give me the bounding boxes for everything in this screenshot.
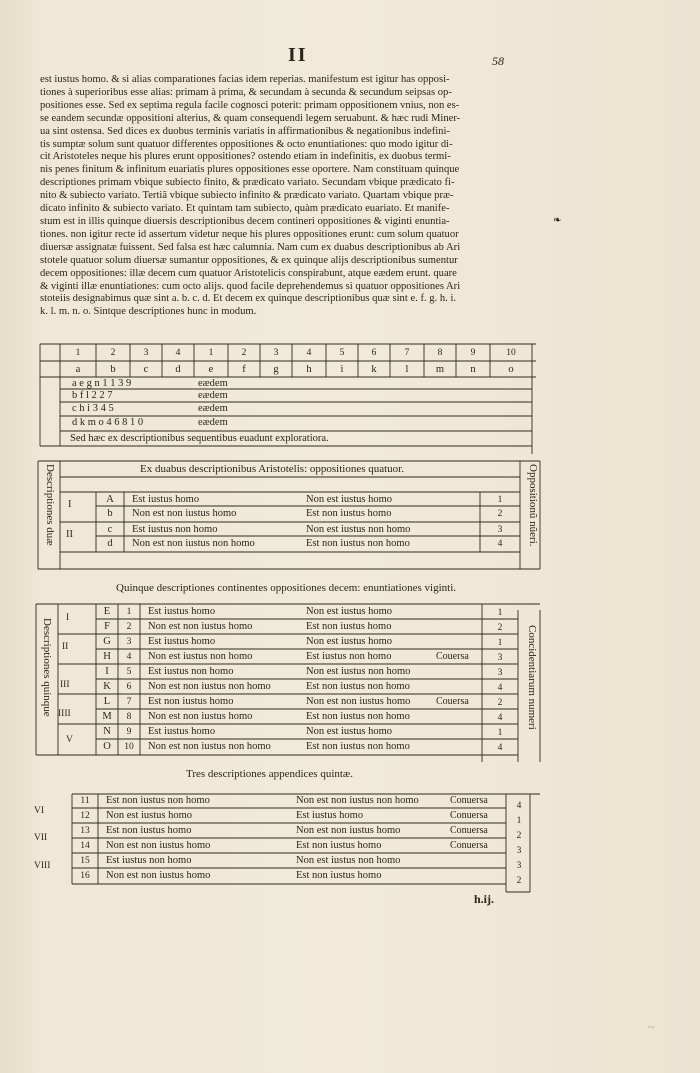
affirmation: Est non iustus non homo [106, 795, 210, 806]
text-line: tis sumptæ solum sunt quatuor differentes oppositiones & octo enuntiationes: quo modo igitur di- [40, 138, 453, 150]
row-letter: N [103, 726, 111, 737]
negation: Est non iustus homo [306, 508, 392, 519]
row-number: 14 [80, 841, 90, 851]
column-number: 1 [75, 348, 81, 358]
negation: Est non iustus non homo [306, 711, 410, 722]
coincidence-value: eædem [198, 390, 228, 401]
affirmation: Non est non iustus homo [106, 840, 211, 851]
conversion-note: Conuersa [450, 795, 488, 806]
affirmation: Non est non iustus homo [148, 621, 253, 632]
row-letter: F [104, 621, 110, 632]
row-letter: I [105, 666, 109, 677]
row-number: 6 [126, 682, 132, 692]
negation: Est iustus homo [296, 810, 364, 821]
affirmation: Est non iustus homo [148, 696, 234, 707]
column-letter: o [508, 364, 514, 375]
opposition-number: 3 [497, 525, 503, 535]
row-letter: L [103, 696, 111, 707]
table2-title: Ex duabus descriptionibus Aristotelis: oppositiones quatuor. [140, 463, 404, 475]
group-numeral: VIII [34, 861, 51, 871]
text-line: nis penes finitum & infinitum euariatis plures oppositiones esse oportere. Nam constituam quinque [40, 164, 460, 176]
text-line: ua sint ostensa. Sed dices ex duobus terminis variatis in affirmationibus & negationibus indefini- [40, 125, 450, 137]
text-line: decem oppositiones: illæ decem cum quatuor Aristotelicis conspirabunt, atque eædem erunt. quare [40, 267, 457, 279]
column-letter: e [208, 364, 214, 375]
coincidence-number: 3 [497, 668, 503, 678]
column-letter: f [242, 364, 246, 375]
negation: Non est iustus homo [306, 726, 393, 737]
text-line: k. l. m. n. o. Sintque descriptiones hunc in modum. [40, 306, 257, 318]
row-number: 3 [126, 637, 132, 647]
affirmation: Non est non iustus non homo [148, 741, 271, 752]
column-letter: h [306, 364, 312, 375]
table1-footer: Sed hæc ex descriptionibus sequentibus euadunt exploratiora. [70, 433, 329, 444]
affirmation: Est iustus non homo [148, 666, 234, 677]
opposition-number: 2 [497, 509, 503, 519]
table3-right-label: Concidentiarum numeri [526, 625, 538, 730]
column-letter: g [273, 364, 279, 375]
affirmation: Non est non iustus homo [148, 711, 253, 722]
row-number: 11 [80, 796, 90, 806]
table2-right-label: Oppositionũ nũeri. [527, 464, 539, 547]
table2-left-label: Descriptiones duæ [44, 464, 56, 546]
negation: Non est iustus non homo [296, 855, 401, 866]
group-numeral: VII [34, 833, 48, 843]
coincidence-number: 2 [497, 623, 503, 633]
affirmation: Est iustus homo [132, 494, 200, 505]
affirmation: Est iustus homo [148, 606, 216, 617]
row-letter: K [103, 681, 111, 692]
text-line: dicato infinito & subiecto variato. Et quintam tam subiecto, quàm prædicato euariato. Et manife- [40, 203, 450, 215]
column-letter: k [371, 364, 377, 375]
column-number: 6 [371, 348, 377, 358]
affirmation: Non est non iustus homo [132, 508, 237, 519]
row-letter: b [107, 508, 113, 519]
column-number: 9 [470, 348, 476, 358]
row-letter: E [103, 606, 111, 617]
text-line: descriptiones primam vbique subiecto finito, & prædicato variato. Secundam vbique prædicato fi- [40, 177, 455, 189]
group-numeral: I [66, 613, 70, 623]
coincidence-number: 3 [497, 653, 503, 663]
coincidence-number: 1 [516, 816, 522, 826]
table3-title: Quinque descriptiones continentes oppositiones decem: enuntiationes viginti. [116, 582, 457, 594]
opposition-number: 4 [497, 539, 503, 549]
coincidence-number: 2 [516, 876, 522, 886]
column-number: 4 [306, 348, 312, 358]
column-number: 1 [208, 348, 214, 358]
coincidence-code: b f l 2 2 7 [72, 390, 113, 401]
coincidence-number: 4 [516, 801, 522, 811]
group-numeral: V [66, 735, 73, 745]
row-number: 4 [126, 652, 132, 662]
row-letter: A [106, 494, 114, 505]
text-line: cit Aristoteles neque his plures erunt oppositiones? ostendo etiam in indefinitis, ex duobus termi- [40, 151, 451, 163]
affirmation: Non est iustus homo [106, 810, 193, 821]
table3-left-label: Descriptiones quinque [41, 618, 53, 717]
affirmation: Est iustus homo [148, 726, 216, 737]
row-number: 12 [80, 811, 90, 821]
group-numeral: III [60, 680, 70, 690]
coincidence-code: d k m o 4 6 8 1 0 [72, 417, 144, 428]
coincidence-code: c h i 3 4 5 [72, 403, 114, 414]
coincidence-number: 2 [516, 831, 522, 841]
text-line: stum est in illis quinque diuersis descriptionibus decem contineri oppositiones & viginti enuntia- [40, 215, 450, 227]
column-number: 5 [339, 348, 345, 358]
coincidence-number: 2 [497, 698, 503, 708]
affirmation: Est non iustus homo [106, 825, 192, 836]
column-number: 4 [175, 348, 181, 358]
negation: Non est iustus homo [306, 494, 393, 505]
row-number: 7 [126, 697, 132, 707]
text-line: diuersæ assignatæ fuissent. Sed falsa est hæc calumnia. Nam cum ex duabus descriptionibus ab Ari [40, 241, 461, 253]
column-number: 7 [404, 348, 410, 358]
affirmation: Non est non iustus non homo [148, 681, 271, 692]
row-number: 13 [80, 826, 90, 836]
affirmation: Est iustus non homo [106, 855, 192, 866]
column-letter: n [470, 364, 476, 375]
row-number: 8 [126, 712, 132, 722]
conversion-note: Couersa [436, 651, 469, 662]
column-letter: l [405, 364, 409, 375]
group-numeral: VI [34, 806, 45, 816]
row-letter: d [107, 538, 113, 549]
coincidence-value: eædem [198, 378, 228, 389]
folio-number: II [288, 44, 308, 66]
text-line: tiones à superioribus esse alias: primam à prima, & secundam à secunda & secundum seipsas op- [40, 86, 452, 98]
row-letter: G [103, 636, 111, 647]
column-number: 8 [437, 348, 443, 358]
negation: Non est iustus non homo [306, 524, 411, 535]
group-numeral: I [68, 499, 72, 510]
coincidence-number: 4 [497, 683, 503, 693]
negation: Non est non iustus homo [296, 825, 401, 836]
coincidence-number: 3 [516, 846, 522, 856]
negation: Non est non iustus homo [306, 696, 411, 707]
text-line: tiones. non igitur recte id assertum videtur neque his plures oppositiones erunt: cum solum quatuor [40, 228, 459, 240]
row-number: 5 [126, 667, 132, 677]
coincidence-code: a e g n 1 1 3 9 [72, 378, 132, 389]
column-letter: m [435, 364, 445, 375]
negation: Est non iustus non homo [306, 741, 410, 752]
row-number: 2 [126, 622, 132, 632]
text-line: positiones esse. Sed ex septima regula facile cognosci poterit: primam oppositionem vnius, non es- [40, 99, 460, 111]
table4-title: Tres descriptiones appendices quintæ. [186, 768, 354, 780]
conversion-note: Conuersa [450, 840, 488, 851]
column-number: 2 [241, 348, 247, 358]
coincidence-number: 4 [497, 743, 503, 753]
negation: Non est iustus non homo [306, 666, 411, 677]
row-letter: M [102, 711, 112, 722]
affirmation: Non est non iustus non homo [132, 538, 255, 549]
row-number: 9 [126, 727, 132, 737]
text-line: & viginti illæ enuntiationes: cum octo alijs. quod facile deprehendemus si quatuor oppositiones Ari [40, 280, 461, 292]
row-letter: H [103, 651, 111, 662]
affirmation: Est iustus non homo [132, 524, 218, 535]
column-letter: d [175, 364, 181, 375]
coincidence-number: 3 [516, 861, 522, 871]
leaf-number: 58 [492, 54, 504, 68]
conversion-note: Conuersa [450, 810, 488, 821]
row-number: 16 [80, 871, 90, 881]
text-line: se eandem secundæ oppositioni alterius, & quam consequendi legem seruabunt. & hæc rudi Miner- [40, 112, 461, 124]
group-numeral: II [66, 529, 73, 540]
column-number: 2 [110, 348, 116, 358]
negation: Est iustus non homo [306, 651, 392, 662]
column-number: 3 [273, 348, 279, 358]
page-smudge: ~ [648, 1020, 655, 1034]
coincidence-value: eædem [198, 403, 228, 414]
row-number: 15 [80, 856, 90, 866]
text-line: nito & subiecto variato. Tertiã vbique subiecto infinito & prædicato variato. Quartam vbique præ- [40, 190, 454, 202]
negation: Non est iustus homo [306, 636, 393, 647]
coincidence-value: eædem [198, 417, 228, 428]
row-number: 10 [124, 742, 134, 752]
conversion-note: Conuersa [450, 825, 488, 836]
column-letter: i [340, 364, 344, 375]
group-numeral: IIII [58, 709, 71, 719]
column-number: 10 [506, 348, 516, 358]
signature-mark: h.ij. [474, 892, 495, 906]
coincidence-number: 4 [497, 713, 503, 723]
conversion-note: Couersa [436, 696, 469, 707]
negation: Non est non iustus non homo [296, 795, 419, 806]
row-number: 1 [126, 607, 132, 617]
column-number: 3 [143, 348, 149, 358]
coincidence-number: 1 [497, 728, 503, 738]
column-letter: c [143, 364, 149, 375]
coincidence-number: 1 [497, 608, 503, 618]
text-line: stotele quatuor solum diuersæ sumantur oppositiones, & ex quinque alijs descriptionibus sumentur [40, 254, 458, 266]
negation: Est non iustus non homo [306, 681, 410, 692]
text-line: est iustus homo. & si alias comparationes facias idem reperias. manifestum est igitur has opposi- [40, 74, 450, 85]
group-numeral: II [62, 642, 69, 652]
affirmation: Est iustus homo [148, 636, 216, 647]
opposition-number: 1 [497, 495, 503, 505]
margin-mark: ❧ [553, 215, 562, 226]
column-letter: b [110, 364, 116, 375]
negation: Est non iustus homo [306, 621, 392, 632]
negation: Non est iustus homo [306, 606, 393, 617]
row-letter: O [103, 741, 111, 752]
column-letter: a [75, 364, 81, 375]
row-letter: c [107, 524, 113, 535]
negation: Est non iustus non homo [306, 538, 410, 549]
affirmation: Non est non iustus homo [106, 870, 211, 881]
text-line: stoteiis designabimus quæ sint a. b. c. d. Et decem ex quinque descriptionibus quæ sint e. f. g. h. i. [40, 293, 457, 305]
negation: Est non iustus homo [296, 840, 382, 851]
negation: Est non iustus homo [296, 870, 382, 881]
coincidence-number: 1 [497, 638, 503, 648]
affirmation: Non est iustus non homo [148, 651, 253, 662]
